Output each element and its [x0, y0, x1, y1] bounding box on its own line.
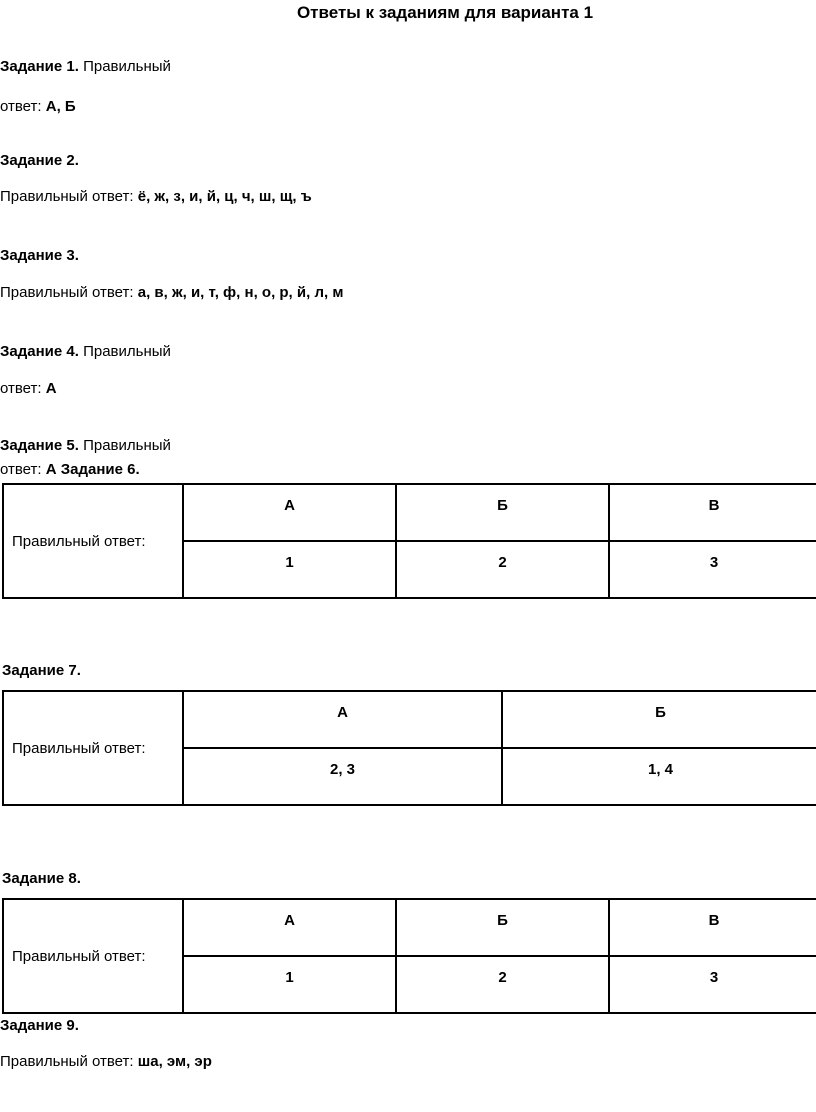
task-4-answer: А	[45, 380, 57, 397]
task-4-line-2	[0, 380, 57, 398]
task-9-line-1	[0, 1017, 79, 1035]
task-7-row-label: Правильный ответ:	[3, 691, 183, 805]
task-1-answer: А, Б	[45, 98, 76, 115]
task-8-table	[2, 898, 816, 1014]
task-7-value-b: 1, 4	[502, 748, 816, 805]
task-8-header-a: А	[183, 899, 396, 956]
task-6-value-c: 3	[609, 541, 816, 598]
task-4-line-1	[0, 343, 171, 361]
task-5-line-1	[0, 437, 171, 455]
task-2-line-2	[0, 188, 312, 206]
task-8-line-1	[2, 870, 81, 888]
task-3-label: Задание 3.	[0, 247, 79, 264]
task-1-text: Правильный	[83, 58, 171, 75]
task-5-text-2: ответ:	[0, 461, 42, 478]
task-8-header-c: В	[609, 899, 816, 956]
task-9-answer: ша, эм, эр	[137, 1053, 212, 1070]
task-7-label: Задание 7.	[2, 662, 81, 679]
task-3-line-1	[0, 247, 79, 265]
task-7-value-a: 2, 3	[183, 748, 502, 805]
task-3-text: Правильный ответ:	[0, 284, 134, 301]
task-7-line-1	[2, 662, 81, 680]
task-4-text: Правильный	[83, 343, 171, 360]
task-8-row-label: Правильный ответ:	[3, 899, 183, 1013]
task-7-header-a: А	[183, 691, 502, 748]
task-6-header-b: Б	[396, 484, 609, 541]
task-1-line-2	[0, 98, 76, 116]
page-title: Ответы к заданиям для варианта 1	[296, 3, 594, 22]
task-8-value-c: 3	[609, 956, 816, 1013]
task-7-table	[2, 690, 816, 806]
task-6-label: Задание 6.	[60, 461, 140, 478]
task-6-value-b: 2	[396, 541, 609, 598]
task-9-label: Задание 9.	[0, 1017, 79, 1034]
task-1-line-1	[0, 58, 171, 76]
task-5-answer: А	[45, 461, 57, 478]
task-8-label: Задание 8.	[2, 870, 81, 887]
task-8-value-b: 2	[396, 956, 609, 1013]
task-4-label: Задание 4.	[0, 343, 79, 360]
task-6-header-a: А	[183, 484, 396, 541]
task-7-header-b: Б	[502, 691, 816, 748]
task-6-row-label: Правильный ответ:	[3, 484, 183, 598]
task-1-label: Задание 1.	[0, 58, 79, 75]
task-9-text: Правильный ответ:	[0, 1053, 134, 1070]
task-1-text-2: ответ:	[0, 98, 42, 115]
task-5-label: Задание 5.	[0, 437, 79, 454]
task-2-label: Задание 2.	[0, 152, 79, 169]
task-6-value-a: 1	[183, 541, 396, 598]
task-8-header-b: Б	[396, 899, 609, 956]
task-2-text: Правильный ответ:	[0, 188, 134, 205]
task-4-text-2: ответ:	[0, 380, 42, 397]
task-5-text: Правильный	[83, 437, 171, 454]
task-8-value-a: 1	[183, 956, 396, 1013]
task-6-header-c: В	[609, 484, 816, 541]
task-6-table	[2, 483, 816, 599]
task-2-line-1	[0, 152, 79, 170]
task-5-line-2	[0, 461, 140, 479]
task-2-answer: ё, ж, з, и, й, ц, ч, ш, щ, ъ	[137, 188, 312, 205]
task-3-line-2	[0, 284, 343, 302]
task-3-answer: а, в, ж, и, т, ф, н, о, р, й, л, м	[137, 284, 344, 301]
task-9-line-2	[0, 1053, 212, 1071]
